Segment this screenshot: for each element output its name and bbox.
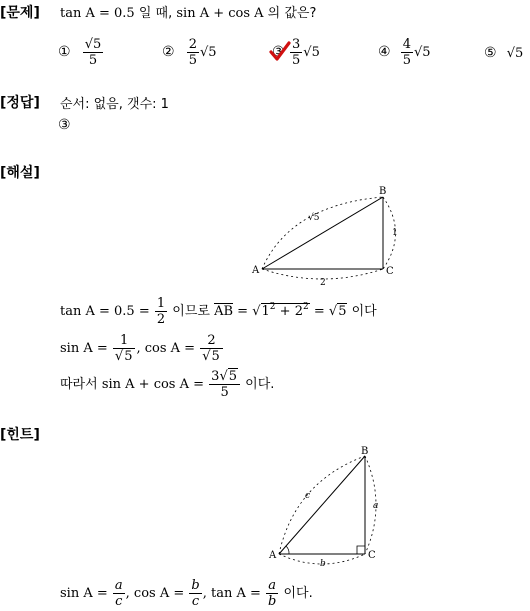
sol1-equals-2: = <box>309 304 329 319</box>
hint-sin-den: c <box>113 593 125 609</box>
sol1-denominator: 2 <box>156 312 166 327</box>
hint-cos-num: b <box>191 578 200 593</box>
choice-4-symbol: ④ <box>378 44 391 60</box>
solution-line-3 <box>60 369 274 400</box>
choice-5[interactable] <box>484 45 523 61</box>
sol3-denominator: 5 <box>209 384 240 400</box>
side-bc-label: 1 <box>392 228 398 238</box>
question-ending: 의 값은? <box>263 6 317 21</box>
choice-4-radical: √5 <box>413 45 431 60</box>
sol1-two: 2 <box>294 304 303 319</box>
hint-label-b: b <box>320 559 326 567</box>
sol3-numerator: 3√5 <box>211 369 238 384</box>
sol2-sin-denominator: √5 <box>113 348 136 364</box>
sol1-numerator: 1 <box>156 296 166 311</box>
choice-2-denominator: 5 <box>188 53 197 68</box>
sol3-expression: sin A + cos A = <box>101 377 209 392</box>
problem-tag: [문제] <box>0 5 40 21</box>
choice-1-denominator: 5 <box>83 52 104 68</box>
hint-sin: sin A = <box>60 586 112 601</box>
sol1-sqrt-sum: $1^2 + 2^2$ <box>261 302 309 319</box>
answer-tag: [정답] <box>0 95 40 111</box>
sol3-radicand: 5 <box>228 369 238 384</box>
hint-formulas <box>60 578 313 609</box>
sol1-exp-2: 2 <box>302 302 309 312</box>
selected-check-icon <box>268 40 292 64</box>
sol2-sin: sin A = <box>60 341 112 356</box>
side-ac-label: 2 <box>320 278 326 285</box>
problem-question <box>60 2 316 21</box>
sol1-equals-1: = <box>233 304 253 319</box>
question-expression: sin A + cos A <box>176 6 264 21</box>
solution-line-1: tan A = 0.5 = $\frac{1}{2}$ 이므로 AB = $√1^2 + 2^2 = √5$ 이다 <box>60 296 377 327</box>
hint-sin-fraction <box>113 578 125 609</box>
answer-symbol: ③ <box>58 117 71 133</box>
choice-4[interactable] <box>378 37 431 68</box>
solution-line-2 <box>60 333 224 364</box>
choice-5-symbol: ⑤ <box>484 45 497 61</box>
choice-5-radical: √5 <box>506 46 524 61</box>
choice-3-denominator: 5 <box>292 53 301 68</box>
choice-2-fraction <box>187 37 199 68</box>
question-tan: tan A = 0.5 <box>60 6 135 21</box>
sol3-fraction <box>209 369 240 400</box>
sol2-cos-fraction <box>200 333 223 364</box>
vertex-b-label: B <box>379 186 387 197</box>
choice-2[interactable] <box>162 37 217 68</box>
hint-vertex-b: B <box>361 446 369 457</box>
choice-1-symbol: ① <box>58 44 71 60</box>
hint-cos-den: c <box>189 593 201 609</box>
sol3-therefore: 따라서 <box>60 377 102 392</box>
answer-meta: 순서: 없음, 갯수: 1 <box>60 97 169 112</box>
hint-cos: , cos A = <box>125 586 189 601</box>
sol2-cos-denominator: √5 <box>200 348 223 364</box>
hint-vertex-c: C <box>368 550 376 561</box>
sol1-ending: 이다 <box>347 304 377 319</box>
sol2-cos-radicand: 5 <box>211 349 220 364</box>
hint-sin-num: a <box>114 578 123 593</box>
solution-tag: [해설] <box>0 165 40 181</box>
hint-right-angle-mark <box>357 546 365 554</box>
check-mark-path <box>271 43 289 59</box>
hint-tag: [힌트] <box>0 427 40 443</box>
sol1-segment-ab: AB <box>214 304 234 319</box>
choice-4-numerator: 4 <box>402 37 411 52</box>
vertex-a-label: A <box>252 265 260 276</box>
hint-tan-den: b <box>268 594 277 609</box>
vertex-c-label: C <box>386 266 394 277</box>
choice-3-radical: √5 <box>303 45 320 60</box>
triangle-hypotenuse <box>262 197 383 269</box>
hint-tan-fraction <box>266 578 278 609</box>
hint-cos-fraction <box>189 578 201 609</box>
hint-tan-num: a <box>268 578 277 593</box>
sol1-one: 1 <box>261 304 270 319</box>
hint-vertex-a: A <box>269 550 277 561</box>
question-connector: 일 때, <box>134 6 177 21</box>
choice-4-fraction <box>401 37 413 68</box>
sol1-exp-1: 2 <box>269 302 276 312</box>
sol3-ending: 이다. <box>241 377 275 392</box>
hint-angle-arc <box>286 546 289 554</box>
choice-3-numerator: 3 <box>292 37 301 52</box>
hint-hypotenuse <box>279 456 365 554</box>
sol1-therefore: 이므로 <box>168 304 215 319</box>
sol3-coefficient: 3 <box>211 369 220 384</box>
choice-3-symbol-wrap <box>272 44 289 60</box>
choice-2-numerator: 2 <box>188 37 197 52</box>
choice-4-denominator: 5 <box>402 53 411 68</box>
hint-triangle-diagram <box>265 442 395 567</box>
sol1-tan: tan A = 0.5 = <box>60 304 154 319</box>
hint-tan: , tan A = <box>202 586 266 601</box>
hint-label-c: c <box>305 491 311 501</box>
choice-1[interactable] <box>58 37 104 68</box>
choice-1-fraction <box>83 37 104 68</box>
choice-2-radical: √5 <box>199 45 217 60</box>
sol2-sin-fraction <box>113 333 136 364</box>
sol1-sqrt5 <box>337 304 347 319</box>
hint-ending: 이다. <box>279 586 313 601</box>
sol2-cos: , cos A = <box>136 341 200 356</box>
hypotenuse-label: √5 <box>308 213 320 223</box>
solution-triangle-diagram <box>250 185 410 285</box>
choice-3-symbol: ③ <box>272 44 285 60</box>
sol1-sqrt5-radicand: 5 <box>338 304 347 319</box>
hint-label-a: a <box>373 501 379 511</box>
sol1-fraction <box>155 296 167 327</box>
choice-2-symbol: ② <box>162 44 175 60</box>
sol2-cos-numerator: 2 <box>207 333 216 348</box>
choice-1-numerator: √5 <box>84 37 102 52</box>
sol2-sin-radicand: 5 <box>124 349 133 364</box>
sol2-sin-numerator: 1 <box>120 333 129 348</box>
choice-3[interactable] <box>272 37 320 68</box>
